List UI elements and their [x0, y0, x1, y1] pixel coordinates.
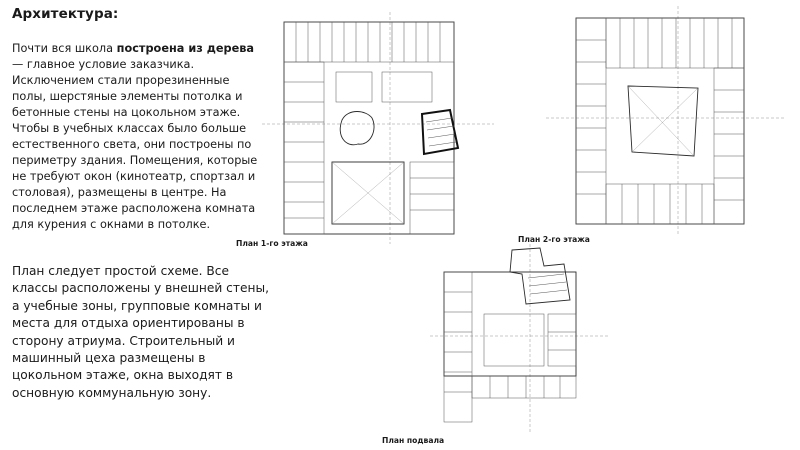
scheme-text: План следует простой схеме. Все классы расположены у внешней стены, а учебные зоны, групповые комнаты и места для отдыха ориентированы в сторону атриума. Строительный и машинный цеха размещены в цокольном этаже, окна выходят в основную коммунальную зону. — [12, 264, 269, 400]
basement-plan-drawing — [430, 244, 610, 432]
intro-rest: главное условие заказчика. Исключением стали прорезиненные полы, шерстяные элементы потолка и бетонные стены на цокольном этаже. — [12, 58, 243, 119]
floor2-plan-drawing — [546, 6, 786, 236]
intro-paragraph-1 — [12, 41, 262, 121]
intro-paragraph-2: Чтобы в учебных классах было больше естественного света, они построены по периметру здания. Помещения, которые не требуют окон (кинотеатр, спортзал и столовая), размещены в центре. На последнем этаже расположена комната для курения с окнами в потолке. — [12, 122, 258, 231]
intro-dash: — — [12, 58, 24, 71]
intro-text — [12, 41, 262, 233]
caption-floor2: План 2-го этажа — [518, 235, 590, 244]
caption-floor1: План 1-го этажа — [236, 239, 308, 248]
caption-basement: План подвала — [382, 436, 445, 445]
slide-title: Архитектура: — [12, 6, 119, 22]
floor1-plan-drawing — [262, 12, 494, 244]
intro-lead: Почти вся школа — [12, 42, 117, 55]
intro-bold-phrase: построена из дерева — [116, 42, 255, 55]
